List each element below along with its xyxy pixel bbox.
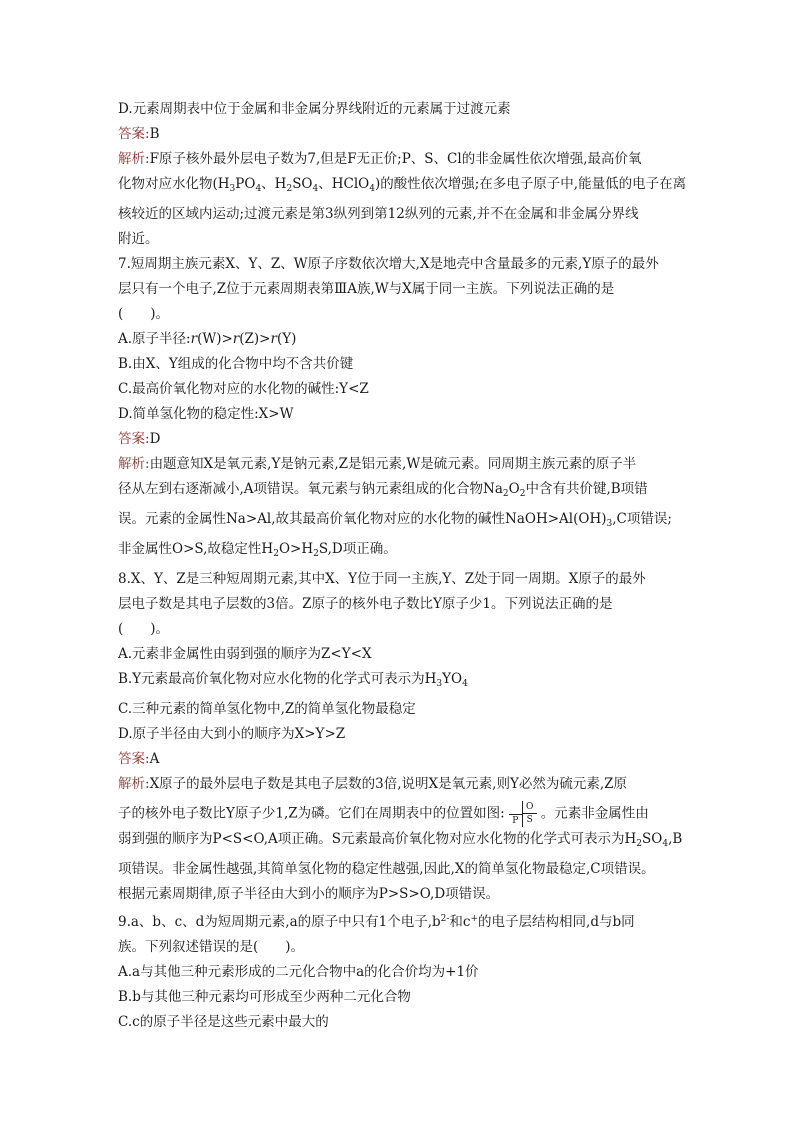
- q6-answer: 答案:B: [118, 126, 160, 142]
- q8-analysis-line-2: 子的核外电子数比Y原子少1,Z为磷。它们在周期表中的位置如图: O P S 。元素非金属性由: [118, 802, 649, 826]
- q8-analysis-line-4: 项错误。非金属性越强,其简单氢化物的稳定性越强,因此,X的简单氢化物最稳定,C项错误。: [118, 861, 655, 877]
- q7-analysis-line-4: 非金属性O>S,故稳定性$H_2O>H_2S,D$项正确。: [118, 541, 397, 559]
- q9-stem-line-2: 族。下列叙述错误的是( )。: [118, 939, 305, 955]
- q8-stem-line-1: 8.X、Y、Z是三种短周期元素,其中X、Y位于同一主族,Y、Z处于同一周期。X原子的最外: [118, 571, 646, 587]
- q7-stem-line-1: 7.短周期主族元素X、Y、Z、W原子序数依次增大,X是地壳中含量最多的元素,Y原子的最外: [118, 256, 659, 272]
- pt-cell-empty: [509, 801, 523, 814]
- pt-cell-p: P: [509, 814, 523, 827]
- pt-cell-s: S: [526, 815, 533, 825]
- q8-analysis-line-5: 根据元素周期律,原子半径由大到小的顺序为P>S>O,D项错误。: [118, 886, 500, 902]
- q7-stem-line-2: 层只有一个电子,Z位于元素周期表第ⅢA族,W与X属于同一主族。下列说法正确的是: [118, 281, 615, 297]
- q6-analysis-line-4: 附近。: [118, 231, 159, 247]
- q7-analysis-line-2: 径从左到右逐渐减小,A项错误。氧元素与钠元素组成的化合物$Na_2O_2$中含有共价键,B项错: [118, 481, 648, 499]
- q7-analysis-line-1: 解析:由题意知X是氧元素,Y是钠元素,Z是铝元素,W是硫元素。同周期主族元素的原子半: [118, 456, 637, 472]
- q7-blank: ( )。: [118, 306, 170, 322]
- periodic-position-table: [509, 801, 537, 827]
- q7-option-b: B.由X、Y组成的化合物中均不含共价键: [118, 356, 354, 372]
- q8-option-b: B.Y元素最高价氧化物对应水化物的化学式可表示为$H_3YO_4$: [118, 671, 468, 689]
- q7-option-d: D.简单氢化物的稳定性:X>W: [118, 406, 294, 422]
- q6-analysis-line-1: 解析:F原子核外最外层电子数为7,但是F无正价;P、S、Cl的非金属性依次增强,最高价氧: [118, 151, 642, 167]
- q8-option-c: C.三种元素的简单氢化物中,Z的简单氢化物最稳定: [118, 701, 416, 717]
- q7-analysis-line-3: 误。元素的金属性Na>Al,故其最高价氧化物对应的水化物的碱性$NaOH>Al(OH)_3,C$项错误;: [118, 511, 672, 529]
- q7-answer: 答案:D: [118, 431, 161, 447]
- q9-option-b: B.b与其他三种元素均可形成至少两种二元化合物: [118, 989, 411, 1005]
- document-page: [118, 97, 694, 1035]
- q9-option-c: C.c的原子半径是这些元素中最大的: [118, 1014, 329, 1030]
- q8-analysis-line-1: 解析:X原子的最外层电子数是其电子层数的3倍,说明X是氧元素,则Y必然为硫元素,Z原: [118, 776, 628, 792]
- q8-answer: 答案:A: [118, 751, 160, 767]
- q6-option-d: D.元素周期表中位于金属和非金属分界线附近的元素属于过渡元素: [118, 101, 511, 117]
- q8-option-d: D.原子半径由大到小的顺序为X>Y>Z: [118, 726, 346, 742]
- q9-option-a: A.a与其他三种元素形成的二元化合物中a的化合价均为+1价: [118, 964, 479, 980]
- q6-analysis-line-2: 化物对应水化物($H_3PO_4$、$H_2SO_4$、HClO$_4$)的酸性依次增强;在多电子原子中,能量低的电子在离: [118, 176, 687, 194]
- q8-analysis-line-3: 弱到强的顺序为P<S<O,A项正确。S元素最高价氧化物对应水化物的化学式可表示为$H_2SO_4,B$: [118, 831, 683, 849]
- q9-stem-line-1: 9.a、b、c、d为短周期元素,a的原子中只有1个电子$,b^{2-}$和c+的电子层结构相同,d与b同: [118, 914, 635, 930]
- q8-blank: ( )。: [118, 621, 170, 637]
- pt-cell-o: O: [523, 801, 537, 814]
- q8-stem-line-2: 层电子数是其电子层数的3倍。Z原子的核外电子数比Y原子少1。下列说法正确的是: [118, 596, 613, 612]
- q8-option-a: A.元素非金属性由弱到强的顺序为Z<Y<X: [118, 646, 372, 662]
- q6-analysis-line-3: 核较近的区域内运动;过渡元素是第3纵列到第12纵列的元素,并不在金属和非金属分界线: [118, 206, 639, 222]
- q7-option-c: C.最高价氧化物对应的水化物的碱性:Y<Z: [118, 381, 369, 397]
- q7-option-a: A.原子半径:r(W)>r(Z)>r(Y): [118, 331, 297, 347]
